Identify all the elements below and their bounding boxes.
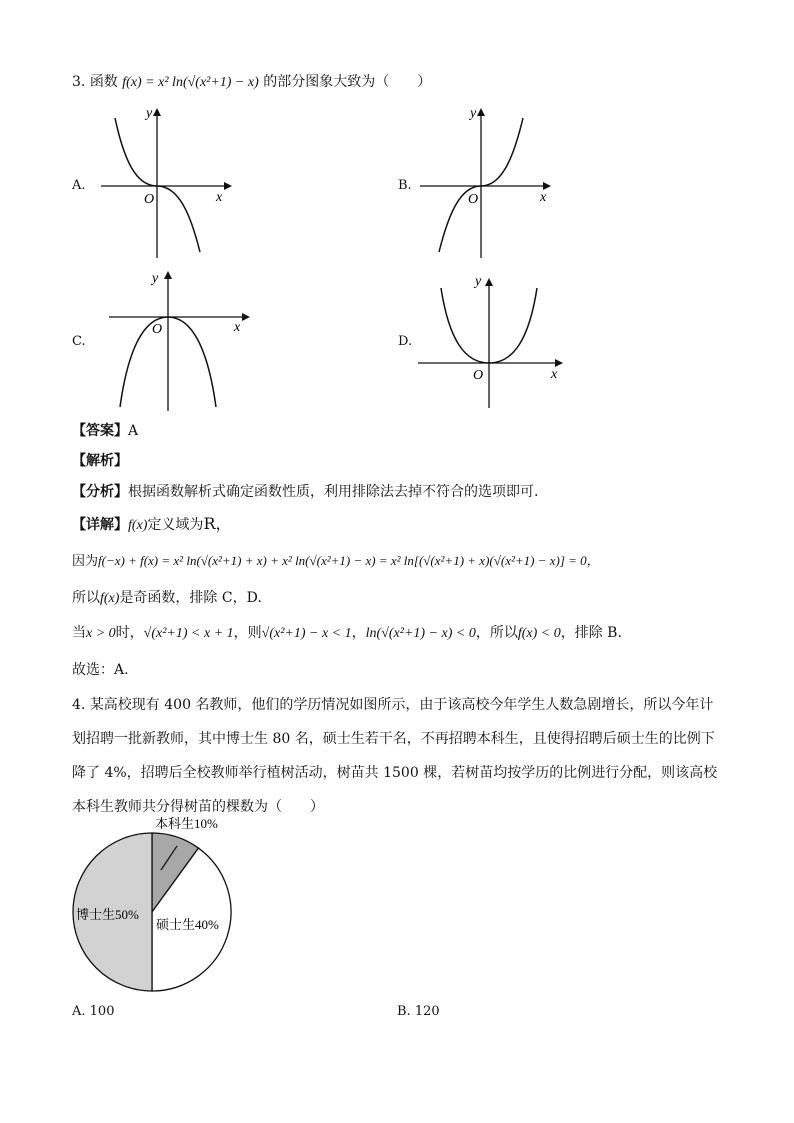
answer-value: A bbox=[128, 423, 139, 439]
y-axis-arrow-icon bbox=[477, 108, 485, 116]
detail-fx: f(x) bbox=[128, 518, 148, 533]
fenxi-text: 根据函数解析式确定函数性质，利用排除法去掉不符合的选项即可. bbox=[128, 484, 539, 500]
line3-fx: f(x) bbox=[100, 591, 120, 606]
x-axis-label: x bbox=[216, 190, 223, 205]
line4-t3: ， bbox=[351, 625, 366, 641]
line2-prefix: 因为 bbox=[72, 554, 99, 569]
y-axis-label: y bbox=[475, 274, 482, 289]
detail-line-1 bbox=[72, 514, 232, 536]
q3-graph-a bbox=[96, 100, 236, 265]
line4-t2: ，则 bbox=[233, 625, 262, 641]
line4-t5: ，排除 B. bbox=[560, 625, 622, 641]
detail-line-2 bbox=[72, 551, 600, 572]
detail-domain-text: 定义域为 bbox=[147, 517, 204, 533]
x-axis-arrow-icon bbox=[224, 182, 232, 190]
q3-answer bbox=[72, 421, 138, 441]
y-axis-label: y bbox=[152, 271, 159, 286]
origin-label: O bbox=[144, 192, 155, 207]
q3-option-c-label: C. bbox=[72, 334, 86, 349]
detail-line-3 bbox=[72, 588, 262, 609]
q4-pie-chart bbox=[66, 812, 246, 1002]
line4-m3: ln(√(x²+1) − x) < 0 bbox=[365, 626, 476, 641]
q3-formula: f(x) = x² ln(√(x²+1) − x) bbox=[122, 75, 259, 90]
x-axis-label: x bbox=[551, 367, 558, 382]
answer-tag: 【答案】 bbox=[72, 423, 128, 439]
x-axis-arrow-icon bbox=[242, 313, 250, 321]
q3-option-a-label: A. bbox=[72, 178, 86, 193]
origin-label: O bbox=[473, 368, 484, 383]
line4-m2: √(x²+1) − x < 1 bbox=[261, 626, 352, 641]
detail-tag: 【详解】 bbox=[72, 517, 128, 533]
line4-m4: f(x) < 0 bbox=[517, 626, 561, 641]
y-axis-arrow-icon bbox=[485, 278, 493, 286]
line4-cond: x > 0 bbox=[86, 626, 116, 641]
line4-t1: 时， bbox=[115, 625, 144, 641]
q3-graph-b bbox=[415, 100, 555, 265]
line4-t4: ，所以 bbox=[475, 625, 518, 641]
q4-stem bbox=[72, 688, 722, 824]
analysis-tag-text: 【解析】 bbox=[72, 453, 128, 469]
q4-number: 4. bbox=[72, 697, 86, 713]
x-axis-arrow-icon bbox=[555, 359, 563, 367]
q3-stem bbox=[72, 72, 431, 93]
q3-graph-c bbox=[104, 265, 254, 415]
pie-label-bachelor: 本科生10% bbox=[155, 816, 218, 831]
q3-option-b-label: B. bbox=[398, 178, 412, 193]
y-axis-arrow-icon bbox=[164, 271, 172, 279]
y-axis-arrow-icon bbox=[153, 108, 161, 116]
x-axis-label: x bbox=[540, 190, 547, 205]
origin-label: O bbox=[152, 322, 163, 337]
q3-number: 3. bbox=[72, 74, 86, 90]
conclusion: 故选：A. bbox=[72, 662, 129, 678]
analysis-tag bbox=[72, 451, 128, 471]
q3-stem-suffix: 的部分图象大致为（ ） bbox=[263, 74, 432, 90]
q3-option-d-label: D. bbox=[398, 334, 413, 349]
x-axis-arrow-icon bbox=[543, 182, 551, 190]
q3-graph-d bbox=[415, 268, 565, 413]
detail-domain-r: R， bbox=[203, 514, 232, 533]
line4-m1: √(x²+1) < x + 1 bbox=[143, 626, 234, 641]
y-axis-label: y bbox=[146, 106, 153, 121]
q4-stem-text: 某高校现有 400 名教师，他们的学历情况如图所示，由于该高校今年学生人数急剧增长，所以今年计划招聘一批新教师，其中博士生 80 名，硕士生若干名，不再招聘本科生，且使得招聘后硕士生的比例下降了 4%，招聘后全校教师举行植树活动，树苗共 1500 棵，若树苗均按学历的比例进行分配，则该高校本科生教师共分得树苗的棵数为（ ） bbox=[72, 697, 718, 815]
pie-label-doctor: 博士生50% bbox=[76, 907, 139, 922]
q4-option-b: B. 120 bbox=[397, 1004, 440, 1019]
origin-label: O bbox=[468, 192, 479, 207]
fenxi-tag: 【分析】 bbox=[72, 484, 128, 500]
line4-prefix: 当 bbox=[72, 625, 86, 641]
x-axis-label: x bbox=[234, 320, 241, 335]
fenxi-line bbox=[72, 482, 538, 502]
detail-line-4 bbox=[72, 623, 622, 644]
line2-math: f(−x) + f(x) = x² ln(√(x²+1) + x) + x² ln(√(x²+1) − x) = x² ln[(√(x²+1) + x)(√(x²+1) − x)] = 0， bbox=[98, 553, 600, 568]
y-axis-label: y bbox=[470, 106, 477, 121]
line3-text: 是奇函数，排除 C，D. bbox=[119, 590, 262, 606]
q4-option-a: A. 100 bbox=[72, 1004, 115, 1019]
q3-stem-prefix: 函数 bbox=[89, 74, 118, 90]
line3-prefix: 所以 bbox=[72, 590, 100, 606]
pie-label-master: 硕士生40% bbox=[156, 917, 219, 932]
